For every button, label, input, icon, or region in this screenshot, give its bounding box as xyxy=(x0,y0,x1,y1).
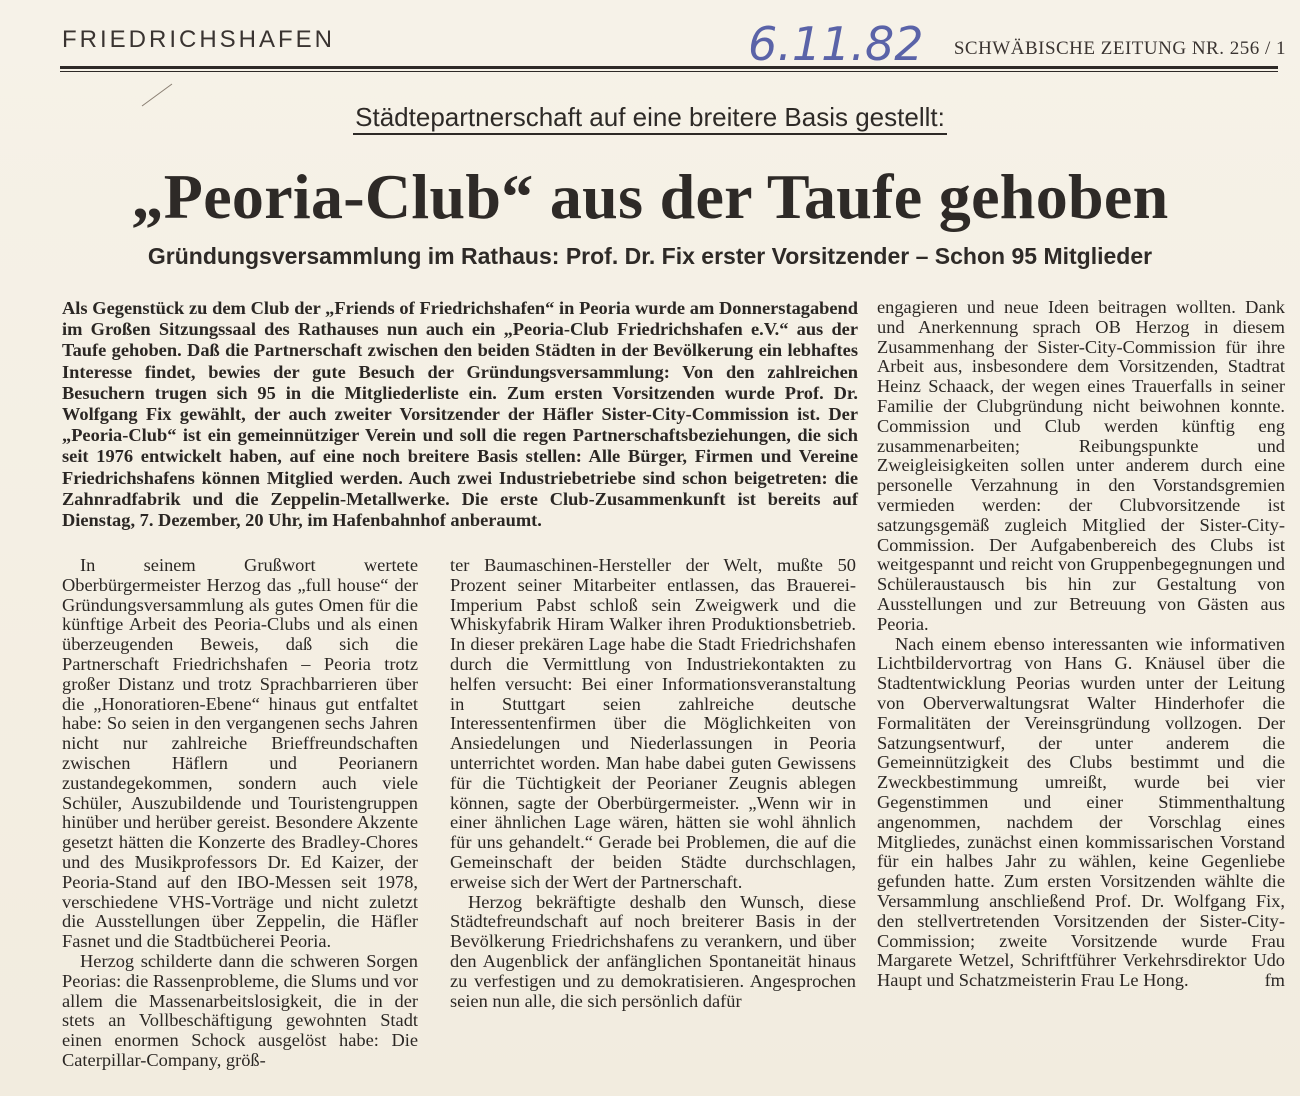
author-signature: fm xyxy=(1264,970,1285,991)
paragraph: Herzog schilderte dann die schweren Sorgen Peorias: die Rassenprobleme, die Slums und vor allem die Massenarbeitslosigkeit, die in der stets an Vollbeschäftigung gewohnten Stadt einen enormen Schock ausgelöst habe: Die Caterpillar-Company, größ- xyxy=(62,950,419,1070)
lead-paragraph: Als Gegenstück zu dem Club der „Friends of Friedrichshafen“ in Peoria wurde am Donnerstagabend im Großen Sitzungssaal des Rathauses nun auch ein „Peoria-Club Friedrichshafen e.V.“ aus der Taufe gehoben. Daß die Partnerschaft zwischen den beiden Städten in der Bevölkerung ein lebhaftes Interesse findet, bewies der gute Besuch der Gründungsversammlung: Von den zahlreichen Besuchern trugen sich 95 in die Mitgliederliste ein. Zum ersten Vorsitzenden wurde Prof. Dr. Wolfgang Fix gewählt, der auch zweiter Vorsitzender der Häfler Sister-City-Commission ist. Der „Peoria-Club“ ist ein gemeinnütziger Verein und soll die regen Partnerschaftsbeziehungen, die sich seit 1976 entwickelt haben, auf eine noch breitere Basis stellen: Alle Bürger, Firmen und Vereine Friedrichshafens können Mitglied werden. Auch zwei Industriebetriebe sind schon beigetreten: die Zahnradfabrik und die Zeppelin-Metallwerke. Die erste Club-Zusammenkunft ist bereits auf Dienstag, 7. Dezember, 20 Uhr, im Hafenbahnhof anberaumt. xyxy=(62,298,858,531)
column-2 xyxy=(450,556,856,1011)
handwritten-date xyxy=(746,10,924,72)
subheadline: Gründungsversammlung im Rathaus: Prof. Dr. Fix erster Vorsitzender – Schon 95 Mitglieder xyxy=(147,243,1153,269)
kicker-text: Städtepartnerschaft auf eine breitere Basis gestellt: xyxy=(353,102,947,135)
paragraph xyxy=(877,635,1285,991)
kicker xyxy=(0,102,1300,133)
headline: „Peoria-Club“ aus der Taufe gehoben xyxy=(131,161,1169,232)
svg-text:6.11.82: 6.11.82 xyxy=(748,17,924,71)
paragraph: In seinem Grußwort wertete Oberbürgermeister Herzog das „full house“ der Gründungsversammlung als gutes Omen für die künftige Arbeit des Peoria-Clubs und als einen überzeugenden Beweis, daß sich die Partnerschaft Friedrichshafen – Peoria trotz großer Distanz und trotz Sprachbarrieren über die „Honoratioren-Ebene“ hinaus gut entfaltet habe: So seien in den vergangenen sechs Jahren nicht nur zahlreiche Brieffreundschaften zwischen Häflern und Peorianern zustandegekommen, sondern auch viele Schüler, Auszubildende und Touristengruppen hinüber und herüber gereist. Besondere Akzente gesetzt hätten die Konzerte des Bradley-Chores und des Musikprofessors Dr. Ed Kaizer, der Peoria-Stand auf den IBO-Messen seit 1978, verschiedene VHS-Vorträge und nicht zuletzt die Ausstellungen über Zeppelin, die Häfler Fasnet und die Stadtbücherei Peoria. xyxy=(62,555,418,952)
column-1 xyxy=(62,556,418,1071)
column-3 xyxy=(877,298,1285,991)
paragraph: engagieren und neue Ideen beitragen wollten. Dank und Anerkennung sprach OB Herzog in diesem Zusammenhang der Sister-City-Commission für ihre Arbeit aus, insbesondere dem Vorsitzenden, Stadtrat Heinz Schaack, der wegen eines Trauerfalls in seiner Familie der Clubgründung nicht beiwohnen konnte. Commission und Club werden künftig eng zusammenarbeiten; Reibungspunkte und Zweigleisigkeiten sollen unter anderem durch eine personelle Verzahnung in den Vorstandsgremien vermieden werden: der Clubvorsitzende ist satzungsgemäß zugleich Mitglied der Sister-City-Commission. Der Aufgabenbereich des Clubs ist weitgespannt und reicht von Gruppenbegegnungen und Schüleraustausch bis hin zur Gestaltung von Ausstellungen und zur Betreuung von Gästen aus Peoria. xyxy=(877,297,1285,634)
paragraph-text: Nach einem ebenso interessanten wie informativen Lichtbildervortrag von Hans G. Knäusel über die Stadtentwicklung Peorias wurden unter der Leitung von Oberverwaltungsrat Walter Hinderhofer die Formalitäten der Vereinsgründung vollzogen. Der Satzungsentwurf, der unter anderem die Gemeinnützigkeit des Clubs bestimmt und die Zweckbestimmung umreißt, wurde bei vier Gegenstimmen und einer Stimmenthaltung angenommen, nachdem der Vorschlag eines Mitgliedes, zunächst einen kommissarischen Vorstand für ein halbes Jahr zu wählen, keine Gegenliebe gefunden hatte. Zum ersten Vorsitzenden wählte die Versammlung anschließend Prof. Dr. Wolfgang Fix, den stellvertretenden Vorsitzenden der Sister-City-Commission; zweite Vorsitzende wurde Frau Margarete Wetzel, Schriftführer Verkehrsdirektor Udo Haupt und Schatzmeisterin Frau Le Hong. xyxy=(877,633,1285,991)
paragraph: Herzog bekräftigte deshalb den Wunsch, diese Städtefreundschaft auf noch breiterer Basis in der Bevölkerung Friedrichshafens zu verankern, und über den Augenblick der anfänglichen Spontaneität hinaus zu verfestigen und zu demokratisieren. Angesprochen seien nun alle, die sich persönlich dafür xyxy=(450,891,856,1011)
paragraph: ter Baumaschinen-Hersteller der Welt, mußte 50 Prozent seiner Mitarbeiter entlassen, das Brauerei-Imperium Pabst schloß sein Zweigwerk und die Whiskyfabrik Hiram Walker ihren Produktionsbetrieb. In dieser prekären Lage habe die Stadt Friedrichshafen durch die Vermittlung von Industriekontakten zu helfen versucht: Bei einer Informationsveranstaltung in Stuttgart seien zahlreiche deutsche Interessentenfirmen über die Möglichkeiten von Ansiedelungen und Niederlassungen in Peoria unterrichtet worden. Man habe dabei guten Gewissens für die Tüchtigkeit der Peorianer Zeugnis ablegen können, sagte der Oberbürgermeister. „Wenn wir in einer ähnlichen Lage wären, hätten sie wohl ähnlich für uns gehandelt.“ Gerade bei Problemen, die auf die Gemeinschaft der beiden Städte durchschlagen, erweise sich der Wert der Partnerschaft. xyxy=(450,555,856,892)
section-name: FRIEDRICHSHAFEN xyxy=(62,26,336,53)
header-rule-thin xyxy=(60,71,1278,72)
newspaper-name: SCHWÄBISCHE ZEITUNG NR. 256 / 1 xyxy=(953,38,1286,59)
header-rule xyxy=(60,66,1278,69)
